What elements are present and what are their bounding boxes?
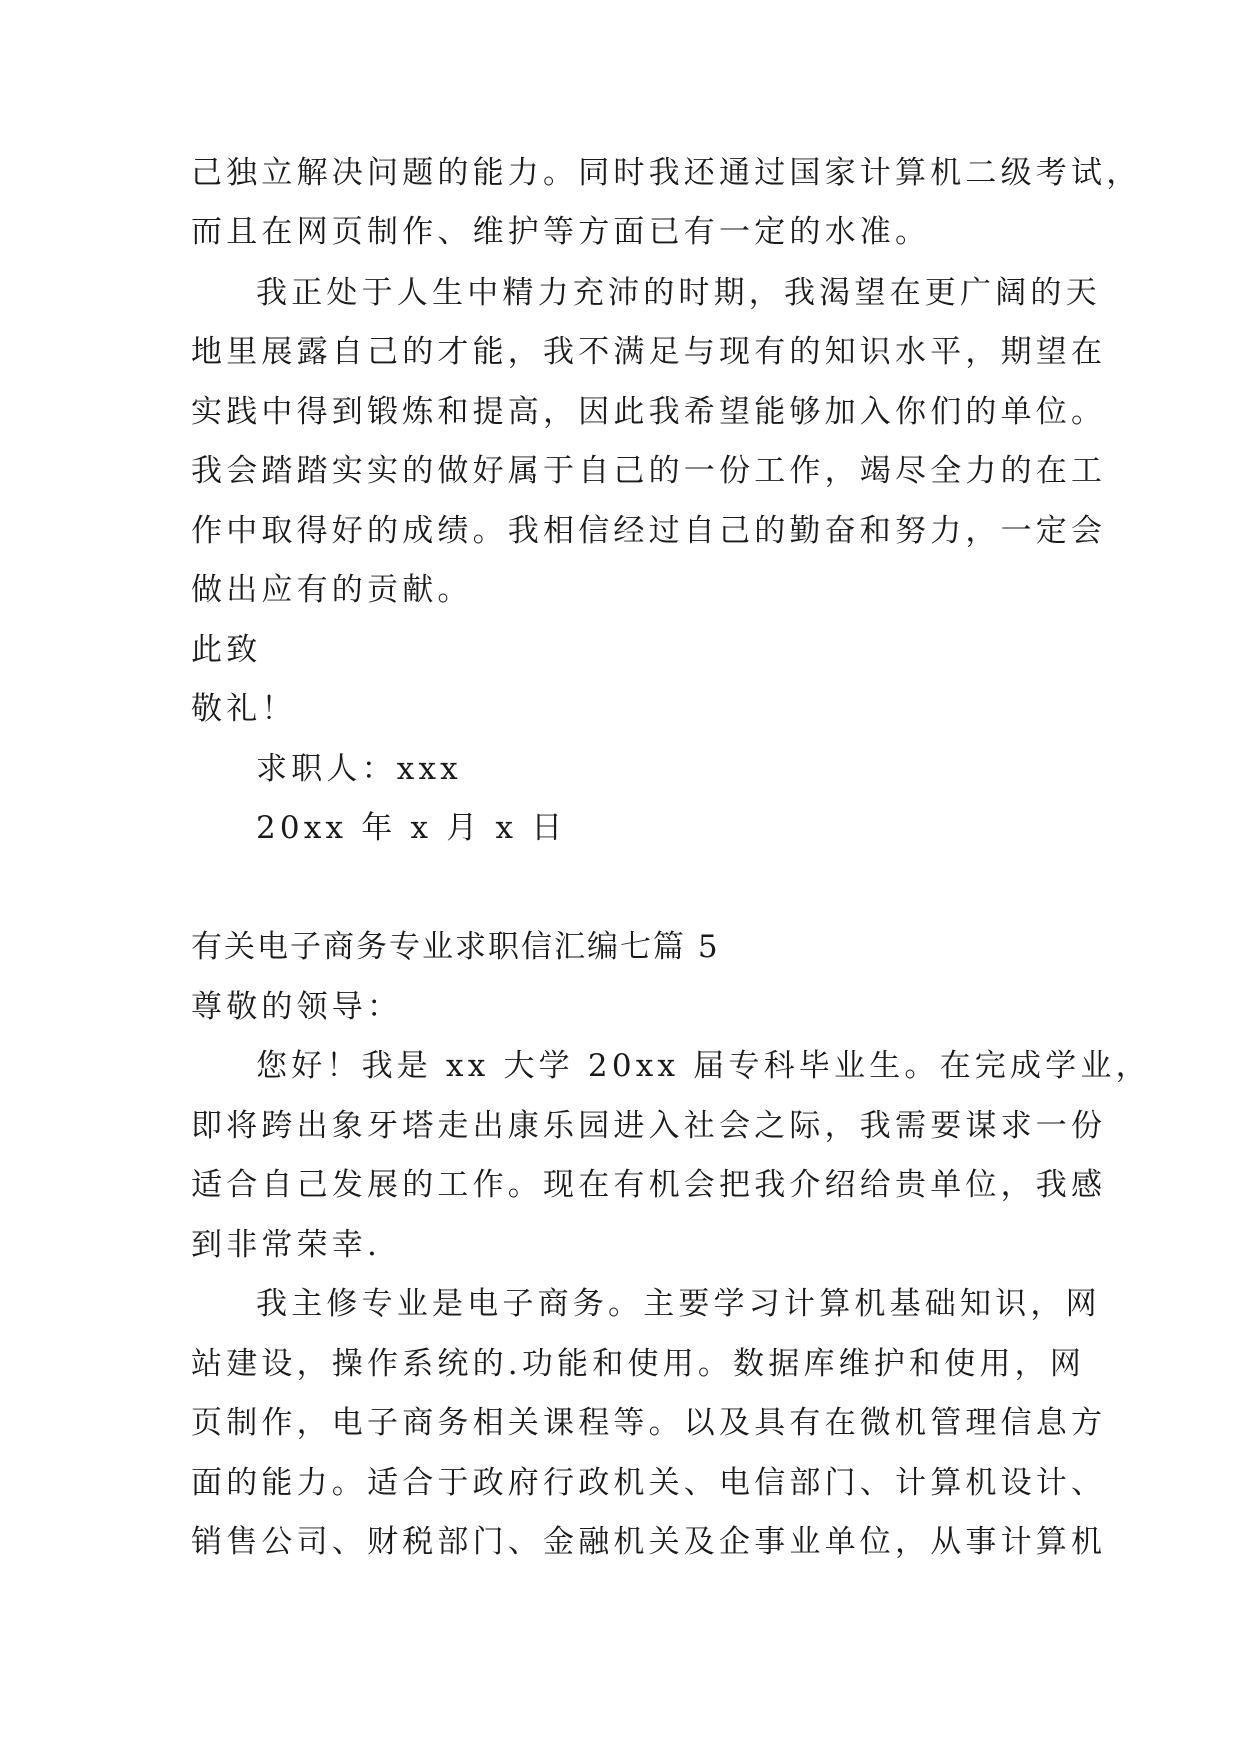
- body-text-line: 己独立解决问题的能力。同时我还通过国家计算机二级考试，: [191, 155, 1142, 191]
- body-text-line: 面的能力。适合于政府行政机关、电信部门、计算机设计、: [191, 1465, 1107, 1501]
- body-text-line: 而且在网页制作、维护等方面已有一定的水准。: [191, 214, 931, 250]
- salutation-line: 尊敬的领导：: [191, 989, 403, 1025]
- body-text-line: 适合自己发展的工作。现在有机会把我介绍给贵单位，我感: [191, 1167, 1107, 1203]
- body-text-line: 页制作，电子商务相关课程等。以及具有在微机管理信息方: [191, 1405, 1107, 1441]
- body-text-line: 我正处于人生中精力充沛的时期，我渴望在更广阔的天: [256, 275, 1101, 311]
- closing-line: 敬礼！: [191, 691, 297, 727]
- closing-line: 此致: [191, 632, 262, 668]
- date-line: 20xx 年 x 月 x 日: [256, 810, 567, 846]
- body-text-line: 我主修专业是电子商务。主要学习计算机基础知识，网: [256, 1286, 1101, 1322]
- body-text-line: 我会踏踏实实的做好属于自己的一份工作，竭尽全力的在工: [191, 453, 1107, 489]
- body-text-line: 地里展露自己的才能，我不满足与现有的知识水平，期望在: [191, 334, 1107, 370]
- body-text-line: 站建设，操作系统的.功能和使用。数据库维护和使用，网: [191, 1346, 1086, 1382]
- body-text-line: 到非常荣幸.: [191, 1227, 382, 1263]
- body-text-line: 做出应有的贡献。: [191, 572, 473, 608]
- body-text-line: 作中取得好的成绩。我相信经过自己的勤奋和努力，一定会: [191, 513, 1107, 549]
- body-text-line: 销售公司、财税部门、金融机关及企事业单位，从事计算机: [191, 1524, 1107, 1560]
- section-title: 有关电子商务专业求职信汇编七篇 5: [191, 929, 720, 965]
- body-text-line: 您好！我是 xx 大学 20xx 届专科毕业生。在完成学业，: [256, 1048, 1151, 1084]
- body-text-line: 即将跨出象牙塔走出康乐园进入社会之际，我需要谋求一份: [191, 1108, 1107, 1144]
- signature-line: 求职人：xxx: [256, 751, 462, 787]
- body-text-line: 实践中得到锻炼和提高，因此我希望能够加入你们的单位。: [191, 394, 1107, 430]
